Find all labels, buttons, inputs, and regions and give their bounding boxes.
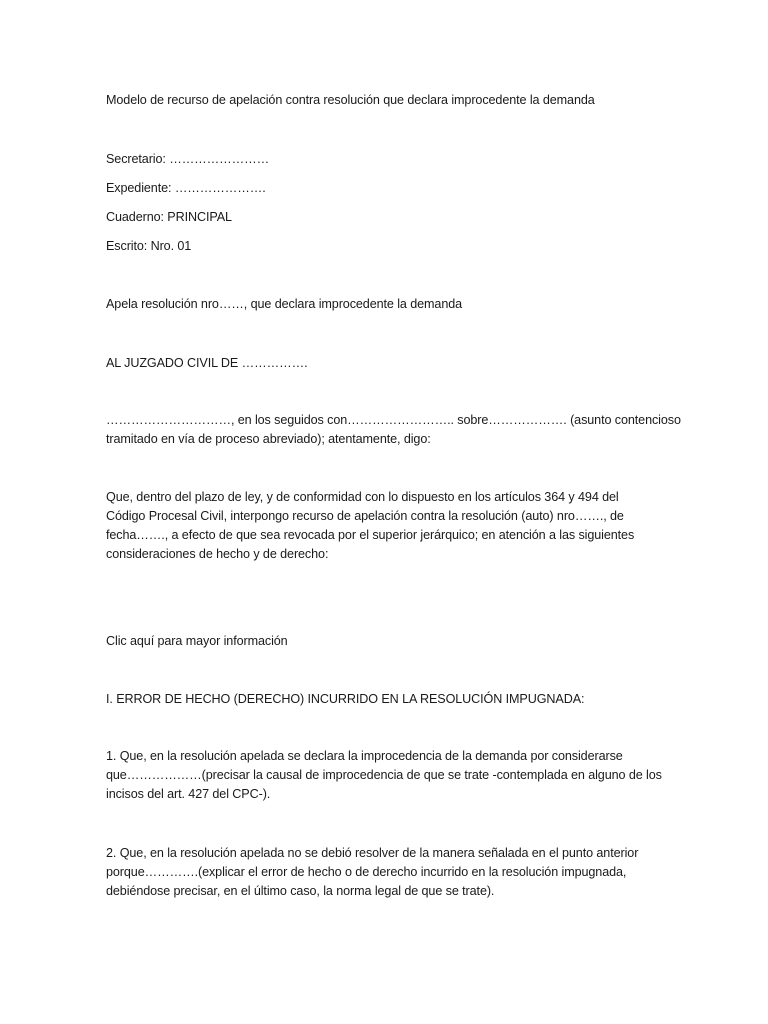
point-1-line: incisos del art. 427 del CPC-). bbox=[106, 787, 271, 801]
point-1-paragraph bbox=[106, 747, 666, 804]
sumilla: Apela resolución nro……, que declara improcedente la demanda bbox=[106, 297, 463, 311]
point-1-line: que………………(precisar la causal de improcedencia de que se trate -contemplada en alguno de los bbox=[106, 768, 662, 782]
addressee: AL JUZGADO CIVIL DE ……………. bbox=[106, 356, 308, 370]
petition-line: Código Procesal Civil, interpongo recurso de apelación contra la resolución (auto) nro……., de bbox=[106, 509, 624, 523]
intro-line: …………………………, en los seguidos con…………………….. sobre………………. (asunto contencioso bbox=[106, 413, 681, 427]
petition-line: consideraciones de hecho y de derecho: bbox=[106, 547, 329, 561]
petition-line: fecha……., a efecto de que sea revocada por el superior jerárquico; en atención a las siguientes bbox=[106, 528, 635, 542]
point-2-line: debiéndose precisar, en el último caso, la norma legal de que se trate). bbox=[106, 884, 495, 898]
petition-paragraph bbox=[106, 488, 666, 564]
point-2-line: 2. Que, en la resolución apelada no se debió resolver de la manera señalada en el punto anterior bbox=[106, 846, 639, 860]
secretario-field: Secretario: …………………… bbox=[106, 152, 270, 166]
more-info-link[interactable]: Clic aquí para mayor información bbox=[106, 634, 288, 648]
point-2-paragraph bbox=[106, 844, 666, 901]
point-2-line: porque………….(explicar el error de hecho o de derecho incurrido en la resolución impugnada, bbox=[106, 865, 627, 879]
section-heading: I. ERROR DE HECHO (DERECHO) INCURRIDO EN LA RESOLUCIÓN IMPUGNADA: bbox=[106, 692, 585, 706]
petition-line: Que, dentro del plazo de ley, y de conformidad con lo dispuesto en los artículos 364 y 494 del bbox=[106, 490, 619, 504]
document-title: Modelo de recurso de apelación contra resolución que declara improcedente la demanda bbox=[106, 93, 595, 107]
escrito-field: Escrito: Nro. 01 bbox=[106, 239, 192, 253]
intro-line: tramitado en vía de proceso abreviado); atentamente, digo: bbox=[106, 432, 431, 446]
expediente-field: Expediente: …………………. bbox=[106, 181, 266, 195]
point-1-line: 1. Que, en la resolución apelada se declara la improcedencia de la demanda por considerarse bbox=[106, 749, 623, 763]
intro-paragraph bbox=[106, 411, 681, 449]
cuaderno-field: Cuaderno: PRINCIPAL bbox=[106, 210, 232, 224]
